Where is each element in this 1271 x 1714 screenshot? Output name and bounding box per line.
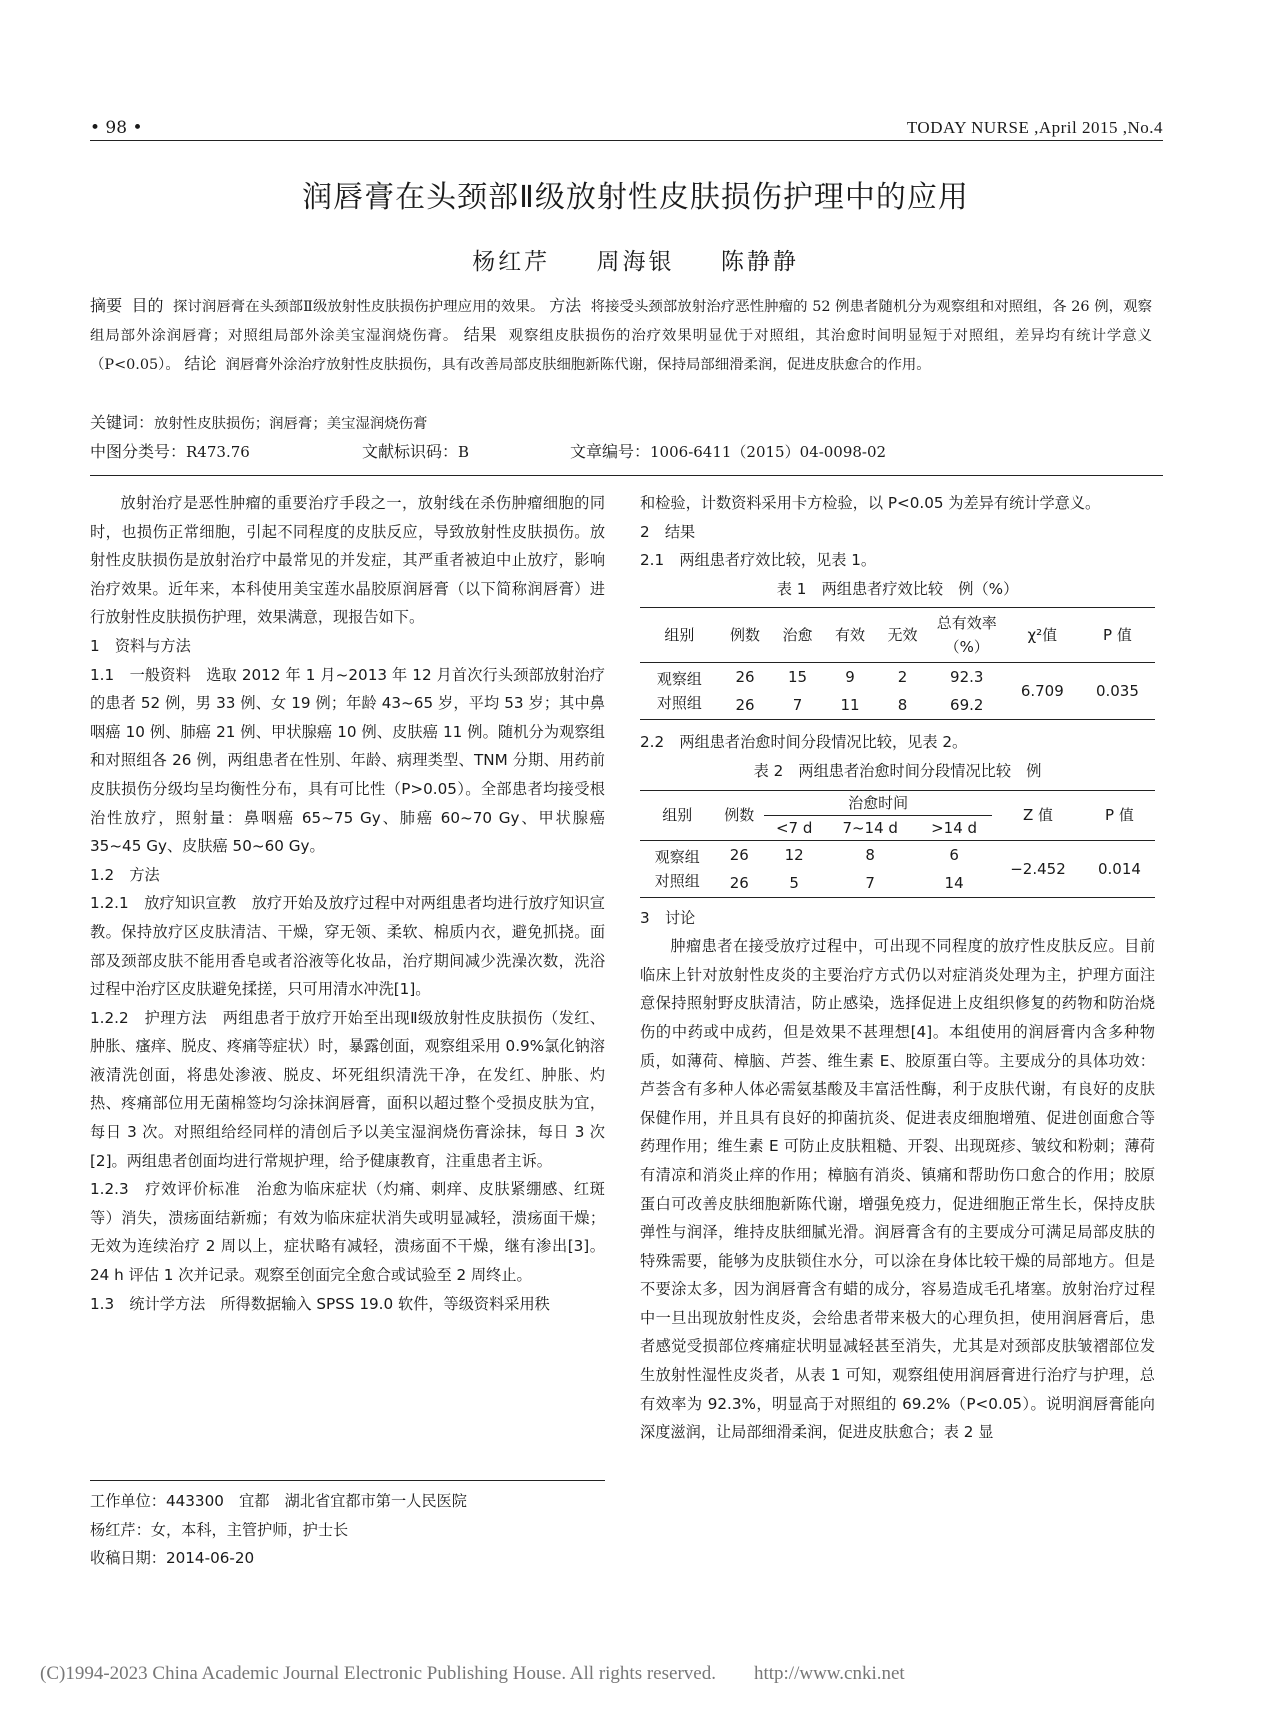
method-text: 将接受头颈部放射治疗恶性肿瘤的 52 例患者随机分为观察组和对照组，各 26 例，观察组局部外涂润唇膏；对照组局部外涂美宝湿润烧伤膏。 (90, 299, 1152, 344)
t2-h-time: 治愈时间 (764, 790, 992, 815)
conclusion-text: 润唇膏外涂治疗放射性皮肤损伤，具有改善局部皮肤细胞新陈代谢，保持局部细滑柔润，促进皮肤愈合的作用。 (225, 357, 931, 373)
section-1-2-2: 1.2.2 护理方法 两组患者于放疗开始至出现Ⅱ级放射性皮肤损伤（发红、肿胀、瘙痒、脱皮、疼痛等症状）时，暴露创面，观察组采用 0.9%氯化钠溶液清洗创面，将患处渗液、脱皮、坏死组织清洗干净，在发红、肿胀、灼热、疼痛部位用无菌棉签均匀涂抹润唇膏，面积以超过整个受损皮肤为宜，每日 3 次。对照组给经同样的清创后予以美宝湿润烧伤膏涂抹，每日 3 次[2]。两组患者创面均进行常规护理，给予健康教育，注重患者主诉。 (90, 1008, 605, 1170)
objective-text: 探讨润唇膏在头颈部Ⅱ级放射性皮肤损伤护理应用的效果。 (172, 299, 545, 315)
page-number: • 98 • (90, 118, 143, 138)
table-row: 对照组 26 5 7 14 (640, 869, 1155, 898)
abstract-label: 摘要 (90, 296, 123, 315)
t2-sub-7-14: 7~14 d (842, 818, 898, 837)
left-column (90, 489, 605, 1318)
t1-h-group: 组别 (664, 626, 695, 645)
section-2-heading: 2 结果 (640, 522, 696, 541)
section-1-heading: 1 资料与方法 (90, 636, 191, 655)
copyright-watermark: (C)1994-2023 China Academic Journal Electronic Publishing House. All rights reserved. http://www.cnki.net (40, 1663, 905, 1684)
t1-p-value: 0.035 (1095, 682, 1139, 701)
footnote-author: 杨红芹：女，本科，主管护师，护士长 (90, 1520, 349, 1539)
keywords (90, 410, 427, 433)
table-2 (640, 790, 1155, 898)
t2-h-z: Z 值 (992, 790, 1084, 840)
t1-h-cured: 治愈 (782, 626, 813, 645)
table-1 (640, 607, 1155, 720)
section-2-2: 2.2 两组患者治愈时间分段情况比较，见表 2。 (640, 733, 968, 752)
clc-number: 中图分类号：R473.76 (90, 442, 250, 461)
result-label: 结果 (463, 325, 498, 344)
t2-sub-lt7: <7 d (775, 818, 813, 837)
t2-h-p: P 值 (1084, 790, 1155, 840)
method-label: 方法 (549, 296, 582, 315)
table-row: 观察组 26 15 9 2 92.3 6.709 0.035 (640, 663, 1155, 692)
author-3: 陈静静 (720, 249, 799, 275)
t2-sub-gt14: >14 d (931, 818, 978, 837)
article-number: 文章编号：1006-6411（2015）04-0098-02 (570, 442, 887, 461)
author-2: 周海银 (596, 249, 675, 275)
intro-paragraph: 放射治疗是恶性肿瘤的重要治疗手段之一，放射线在杀伤肿瘤细胞的同时，也损伤正常细胞，引起不同程度的皮肤反应，导致放射性皮肤损伤。放射性皮肤损伤是放射治疗中最常见的并发症，其严重者被迫中止放疗，影响治疗效果。近年来，本科使用美宝莲水晶胶原润唇膏（以下简称润唇膏）进行放射性皮肤损伤护理，效果满意，现报告如下。 (90, 494, 605, 627)
header-rule (90, 140, 1163, 141)
keywords-label: 关键词： (90, 413, 155, 432)
author-1: 杨红芹 (472, 249, 551, 275)
result-text: 观察组皮肤损伤的治疗效果明显优于对照组，其治愈时间明显短于对照组，差异均有统计学意义（P<0.05）。 (90, 328, 1152, 373)
t2-h-n: 例数 (714, 790, 764, 840)
discussion-paragraph: 肿瘤患者在接受放疗过程中，可出现不同程度的放疗性皮肤反应。目前临床上针对放射性皮炎的主要治疗方式仍以对症消炎处理为主，护理方面注意保持照射野皮肤清洁，防止感染，选择促进上皮组织修复的药物和防治烧伤的中药或中成药，但是效果不甚理想[4]。本组使用的润唇膏内含多种物质，如薄荷、樟脑、芦荟、维生素 E、胶原蛋白等。主要成分的具体功效：芦荟含有多种人体必需氨基酸及丰富活性酶，利于皮肤代谢，有良好的皮肤保健作用，并且具有良好的抑菌抗炎、促进表皮细胞增殖、促进创面愈合等药理作用；维生素 E 可防止皮肤粗糙、开裂、出现斑疹、皱纹和粉刺；薄荷有清凉和消炎止痒的作用；樟脑有消炎、镇痛和帮助伤口愈合的作用；胶原蛋白可改善皮肤细胞新陈代谢，增强免疫力，促进细胞正常生长，保持皮肤弹性与润泽，维持皮肤细腻光滑。润唇膏含有的主要成分可满足局部皮肤的特殊需要，能够为皮肤锁住水分，可以涂在身体比较干燥的局部地方。但是不要涂太多，因为润唇膏含有蜡的成分，容易造成毛孔堵塞。放射治疗过程中一旦出现放射性皮炎，会给患者带来极大的心理负担，使用润唇膏后，患者感觉受损部位疼痛症状明显减轻甚至消失，尤其是对颈部皮肤皱褶部位发生放射性湿性皮炎者，从表 1 可知，观察组使用润唇膏进行治疗与护理，总有效率为 92.3%，明显高于对照组的 69.2%（P<0.05）。说明润唇膏能向深度滋润，让局部细滑柔润，促进皮肤愈合；表 2 显 (640, 937, 1155, 1442)
t1-h-n: 例数 (729, 626, 760, 645)
section-2-1: 2.1 两组患者疗效比较，见表 1。 (640, 551, 877, 570)
article-title: 润唇膏在头颈部Ⅱ级放射性皮肤损伤护理中的应用 (302, 180, 969, 215)
section-3-heading: 3 讨论 (640, 908, 696, 927)
t2-h-group: 组别 (640, 790, 714, 840)
footnote-received: 收稿日期：2014-06-20 (90, 1549, 255, 1568)
section-1-2-3: 1.2.3 疗效评价标准 治愈为临床症状（灼痛、刺痒、皮肤紧绷感、红斑等）消失，溃疡面结新痂；有效为临床症状消失或明显减轻，溃疡面干燥；无效为连续治疗 2 周以上，症状略有减轻，溃疡面不干燥，继有渗出[3]。24 h 评估 1 次并记录。观察至创面完全愈合或试验至 2 周终止。 (90, 1180, 605, 1285)
authors (0, 243, 1271, 276)
t2-p-value: 0.014 (1097, 859, 1141, 878)
doc-code: 文献标识码：B (362, 442, 470, 461)
table-1-caption: 表 1 两组患者疗效比较 例（%） (776, 579, 1019, 598)
header-separator (90, 475, 1163, 476)
stat-continued: 和检验，计数资料采用卡方检验，以 P<0.05 为差异有统计学意义。 (640, 494, 1101, 512)
section-1-2-1: 1.2.1 放疗知识宣教 放疗开始及放疗过程中对两组患者均进行放疗知识宣教。保持放疗区皮肤清洁、干燥，穿无领、柔软、棉质内衣，避免抓挠。面部及颈部皮肤不能用香皂或者浴液等化妆品，治疗期间减少洗澡次数，洗浴过程中治疗区皮肤避免揉搓，只可用清水冲洗[1]。 (90, 894, 605, 999)
keywords-text: 放射性皮肤损伤；润唇膏；美宝湿润烧伤膏 (154, 416, 428, 432)
section-1-3: 1.3 统计学方法 所得数据输入 SPSS 19.0 软件，等级资料采用秩 (90, 1294, 550, 1313)
t1-chi-value: 6.709 (1020, 682, 1064, 701)
abstract (90, 292, 1152, 379)
table-2-caption: 表 2 两组患者治愈时间分段情况比较 例 (753, 761, 1042, 780)
section-1-2-heading: 1.2 方法 (90, 865, 160, 884)
footnote-unit: 工作单位：443300 宜都 湖北省宜都市第一人民医院 (90, 1492, 467, 1510)
conclusion-label: 结论 (184, 354, 217, 373)
right-column (640, 489, 1155, 1447)
objective-label: 目的 (131, 296, 164, 315)
table-row: 对照组 26 7 11 8 69.2 (640, 691, 1155, 720)
t2-z-value: −2.452 (1010, 859, 1066, 878)
t1-h-chi: χ²值 (1027, 626, 1058, 645)
author-footnote (90, 1480, 605, 1573)
section-1-1: 1.1 一般资料 选取 2012 年 1 月~2013 年 12 月首次行头颈部放射治疗的患者 52 例，男 33 例、女 19 例；年龄 43~65 岁，平均 53 岁；其中鼻咽癌 10 例、肺癌 21 例、甲状腺癌 10 例、皮肤癌 11 例。随机分为观察组和对照组各 26 例，两组患者在性别、年龄、病理类型、TNM 分期、用药前皮肤损伤分级均呈均衡性分布，具有可比性（P>0.05）。全部患者均接受根治性放疗，照射量：鼻咽癌 65~75 Gy、肺癌 60~70 Gy、甲状腺癌 35~45 Gy、皮肤癌 50~60 Gy。 (90, 665, 605, 856)
classification-line (90, 439, 1152, 465)
running-header (90, 118, 1163, 148)
journal-info: TODAY NURSE ,April 2015 ,No.4 (906, 118, 1163, 137)
t1-h-p: P 值 (1103, 626, 1132, 645)
t1-h-total: 总有效率（%） (936, 614, 997, 657)
t1-h-effective: 有效 (834, 626, 865, 645)
table-row: 观察组 26 12 8 6 −2.452 0.014 (640, 840, 1155, 869)
t1-h-invalid: 无效 (887, 626, 918, 645)
